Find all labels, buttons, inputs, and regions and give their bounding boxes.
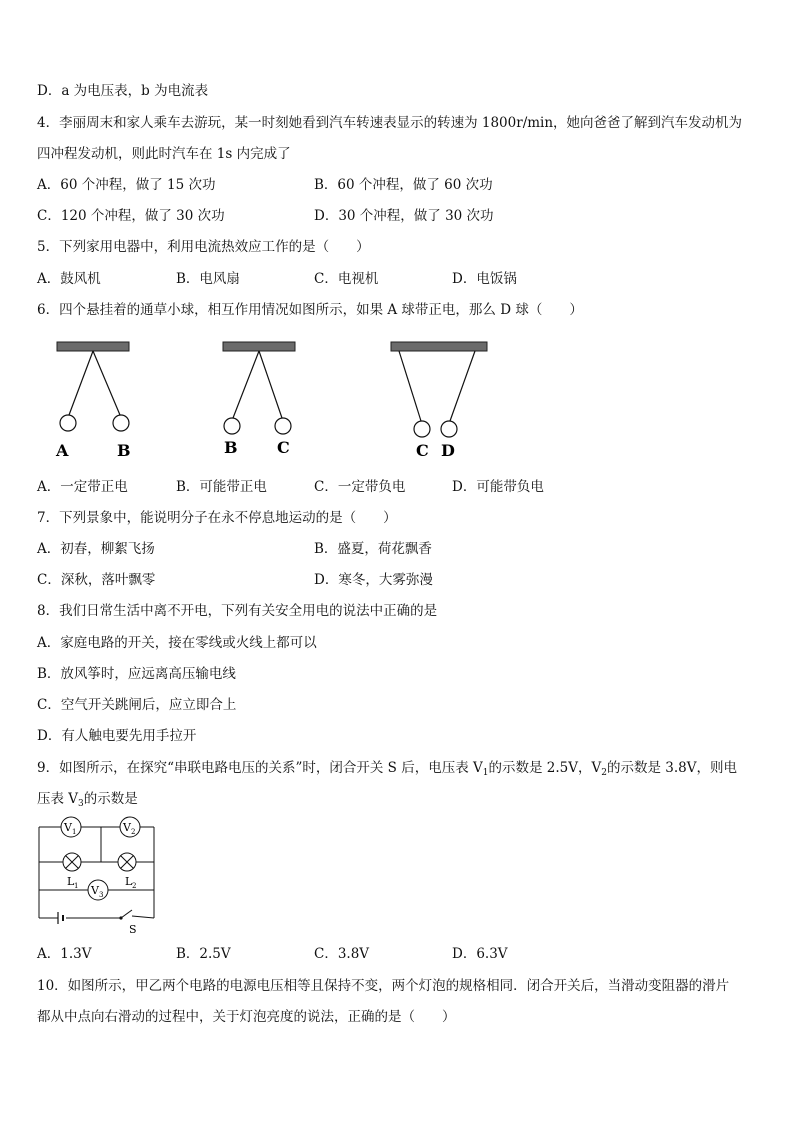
svg-text:1: 1 bbox=[72, 828, 77, 836]
q6-option-d: D．可能带负电 bbox=[452, 479, 544, 495]
q7-option-b: B．盛夏，荷花飘香 bbox=[314, 541, 432, 557]
q4-option-b: B．60 个冲程，做了 60 次功 bbox=[314, 177, 493, 193]
q6-option-c: C．一定带负电 bbox=[314, 479, 406, 495]
pith-ball-pair-bc bbox=[223, 342, 295, 457]
label-d: D bbox=[441, 441, 455, 460]
q9-option-d: D．6.3V bbox=[452, 946, 508, 962]
svg-text:V: V bbox=[91, 884, 99, 897]
label-c2: C bbox=[416, 441, 429, 460]
pith-ball-pair-ab bbox=[55, 342, 131, 460]
q8-option-b: B．放风筝时，应远离高压输电线 bbox=[37, 666, 236, 682]
ball-a bbox=[60, 415, 76, 431]
q7-option-a: A．初春，柳絮飞扬 bbox=[37, 541, 155, 557]
svg-text:L: L bbox=[67, 875, 75, 888]
q9-option-a: A．1.3V bbox=[37, 946, 92, 962]
q9-option-c: C．3.8V bbox=[314, 946, 370, 962]
q9-stem-line2: 压表 $V_3$的示数是 bbox=[37, 791, 138, 809]
q4-option-a: A．60 个冲程，做了 15 次功 bbox=[37, 177, 216, 193]
q9-stem-line1: 9．如图所示，在探究“串联电路电压的关系”时，闭合开关 S 后，电压表 $V_1$的示数是 2.5V，$V_2$的示数是 3.8V，则电 bbox=[37, 760, 738, 778]
switch-label: S bbox=[129, 923, 137, 936]
q6-pith-ball-figure bbox=[40, 335, 510, 465]
q6-option-b: B．可能带正电 bbox=[176, 479, 267, 495]
q9-option-b: B．2.5V bbox=[176, 946, 231, 962]
q4-stem-line1: 4．李丽周末和家人乘车去游玩，某一时刻她看到汽车转速表显示的转速为 1800r/min，她向爸爸了解到汽车发动机为 bbox=[37, 115, 743, 131]
q8-option-d: D．有人触电要先用手拉开 bbox=[37, 728, 197, 744]
q6-stem: 6．四个悬挂着的通草小球，相互作用情况如图所示，如果 A 球带正电，那么 D 球（ ） bbox=[37, 302, 583, 318]
q8-option-c: C．空气开关跳闸后，应立即合上 bbox=[37, 697, 237, 713]
voltmeter-v2 bbox=[120, 817, 140, 837]
svg-text:1: 1 bbox=[74, 882, 79, 890]
voltmeter-v1 bbox=[61, 817, 81, 837]
q7-option-c: C．深秋，落叶飘零 bbox=[37, 572, 156, 588]
ball-d bbox=[441, 421, 457, 437]
q10-stem-line2: 都从中点向右滑动的过程中，关于灯泡亮度的说法，正确的是（ ） bbox=[37, 1009, 456, 1025]
label-c: C bbox=[277, 438, 290, 457]
q3-option-d: D．a 为电压表，b 为电流表 bbox=[37, 83, 209, 99]
ball-b bbox=[113, 415, 129, 431]
svg-text:3: 3 bbox=[99, 891, 104, 899]
q6-option-a: A．一定带正电 bbox=[37, 479, 128, 495]
svg-text:V: V bbox=[64, 821, 72, 834]
ball-c bbox=[275, 418, 291, 434]
q4-option-c: C．120 个冲程，做了 30 次功 bbox=[37, 208, 225, 224]
lamp-l2 bbox=[118, 853, 136, 890]
q9-circuit-diagram bbox=[36, 816, 160, 938]
q4-stem-line2: 四冲程发动机，则此时汽车在 1s 内完成了 bbox=[37, 146, 291, 162]
ball-b2 bbox=[224, 418, 240, 434]
label-b: B bbox=[117, 441, 131, 460]
svg-text:2: 2 bbox=[131, 828, 136, 836]
q7-option-d: D．寒冬，大雾弥漫 bbox=[314, 572, 433, 588]
svg-text:L: L bbox=[125, 875, 133, 888]
q8-stem: 8．我们日常生活中离不开电，下列有关安全用电的说法中正确的是 bbox=[37, 603, 438, 619]
q5-option-c: C．电视机 bbox=[314, 271, 379, 287]
label-b2: B bbox=[224, 438, 238, 457]
q4-option-d: D．30 个冲程，做了 30 次功 bbox=[314, 208, 494, 224]
label-a: A bbox=[56, 441, 69, 460]
q5-stem: 5．下列家用电器中，利用电流热效应工作的是（ ） bbox=[37, 239, 370, 255]
ball-c2 bbox=[414, 421, 430, 437]
q8-option-a: A．家庭电路的开关，接在零线或火线上都可以 bbox=[37, 635, 317, 651]
q5-option-d: D．电饭锅 bbox=[452, 271, 517, 287]
q5-option-b: B．电风扇 bbox=[176, 271, 240, 287]
pith-ball-pair-cd bbox=[391, 342, 487, 460]
lamp-l1 bbox=[63, 853, 81, 890]
voltmeter-v3 bbox=[88, 880, 108, 900]
q7-stem: 7．下列景象中，能说明分子在永不停息地运动的是（ ） bbox=[37, 510, 397, 526]
svg-text:2: 2 bbox=[132, 882, 137, 890]
svg-text:V: V bbox=[123, 821, 131, 834]
q10-stem-line1: 10．如图所示，甲乙两个电路的电源电压相等且保持不变，两个灯泡的规格相同．闭合开关后，当滑动变阻器的滑片 bbox=[37, 978, 730, 994]
q5-option-a: A．鼓风机 bbox=[37, 271, 101, 287]
